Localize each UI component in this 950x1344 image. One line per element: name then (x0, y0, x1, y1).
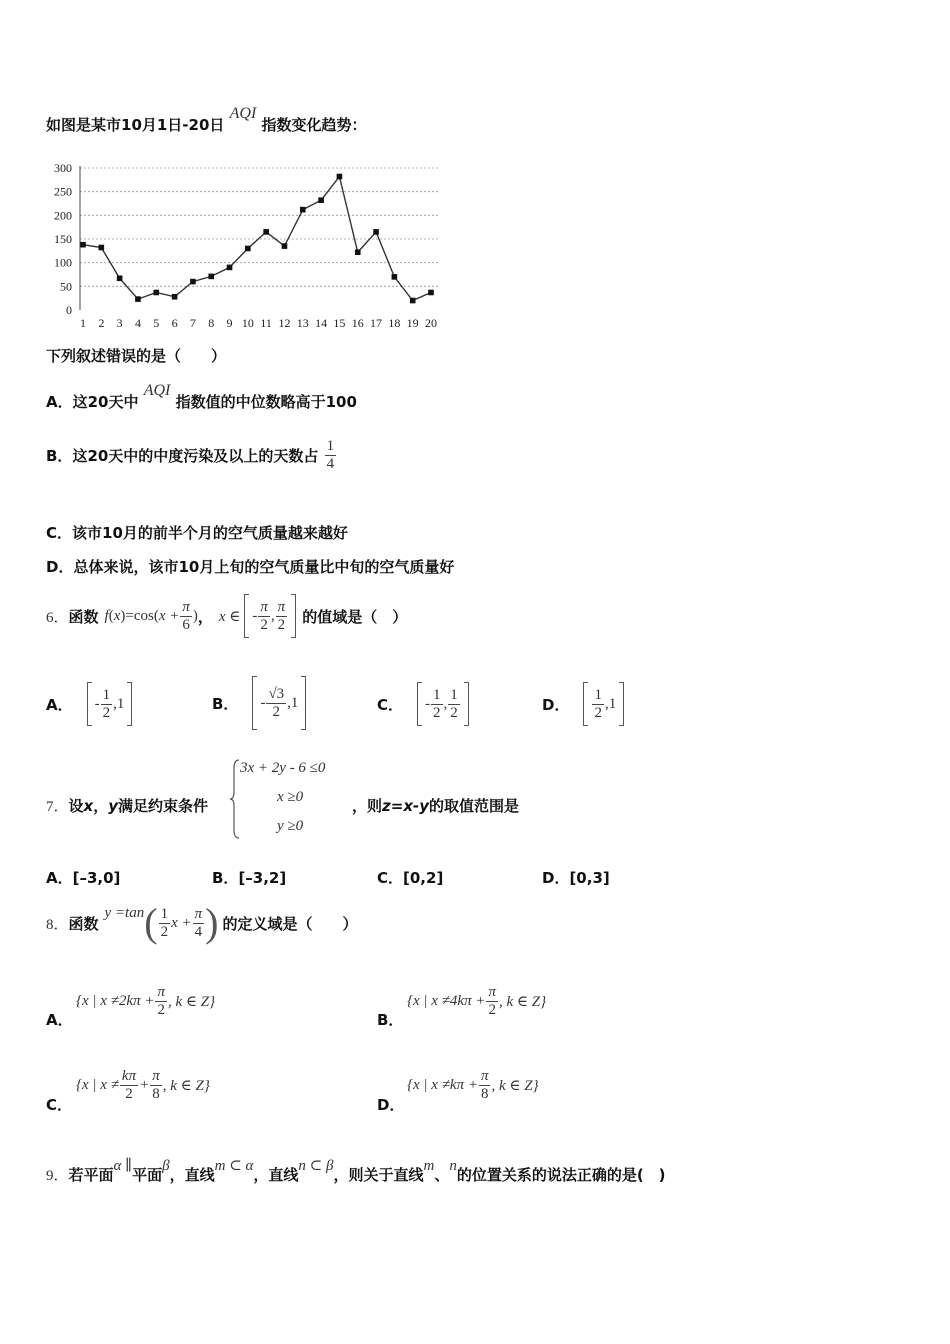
q9-stem (46, 1158, 666, 1185)
q6-c-label: C． (377, 695, 404, 714)
q7-b-label: B． (212, 869, 239, 887)
q7-lead: 设 (68, 797, 84, 815)
x-tick-label: 11 (260, 316, 272, 330)
q7-x: x (83, 797, 94, 815)
x-tick-label: 4 (134, 316, 141, 330)
q7-z: z=x-y (382, 797, 429, 815)
q8-c-den1: 2 (125, 1086, 133, 1102)
q5-b-numerator: 1 (326, 438, 335, 454)
q6-sep: , (270, 607, 275, 624)
q5-a-text-before: 这20天中 (72, 393, 139, 411)
y-tick-label: 200 (54, 208, 72, 223)
q6-dom-pi-1: π (260, 598, 268, 615)
q8-tail: 的定义域是（ ） (222, 914, 358, 933)
q5-stem: 下列叙述错误的是（ ） (46, 347, 227, 365)
q6-option-c: C． - $\frac{1}{2}$ , $\frac{1}{2}$ (377, 682, 469, 726)
q8-option-c-label: C． (46, 1096, 73, 1114)
q6-a-den: 2 (102, 704, 111, 721)
y-tick-label: 150 (54, 232, 72, 246)
q5-d-label: D． (46, 558, 74, 576)
q8-two: 2 (160, 923, 169, 940)
q6-b-label: B． (212, 694, 239, 713)
q6-c-den2: 2 (450, 704, 458, 721)
aqi-symbol: AQI (229, 105, 257, 122)
q9-plane: 平面 (132, 1166, 163, 1184)
x-tick-label: 8 (208, 316, 215, 330)
q6-b-den: 2 (272, 703, 281, 720)
q8-c-den2: 8 (152, 1086, 160, 1102)
q8-b-den: 2 (488, 1002, 496, 1018)
q5-option-a (46, 382, 357, 412)
q6-b-num: √3 (268, 685, 285, 702)
q5-a-aqi-symbol: AQI (143, 382, 171, 399)
q8-option-c (76, 1068, 210, 1103)
q7-constraint-3: y ≥0 (277, 818, 304, 834)
q6-x: x (113, 607, 121, 624)
q7-d-text: [0,3] (569, 869, 610, 887)
x-tick-label: 10 (241, 316, 254, 330)
q9-n-subset-beta: n ⊂ β (298, 1158, 334, 1174)
q8-lead: 函数 (68, 914, 99, 933)
y-tick-label: 100 (54, 255, 72, 270)
x-tick-label: 2 (98, 316, 105, 330)
q8-d-pre: {x | x ≠kπ + (407, 1077, 478, 1093)
aqi-series-line (83, 177, 431, 301)
q6-a-num: 1 (102, 686, 111, 703)
q8-stem: 8． 函数 y =tan ( $\frac{1}{2}$ x + $\frac{\pi}{4}$ ) 的定义域是（ ） (46, 900, 358, 945)
q9-m: m (423, 1158, 435, 1174)
aqi-data-point (99, 245, 105, 251)
q6-close: ) (192, 607, 198, 624)
q9-number: 9． (46, 1168, 69, 1184)
q6-tail: 的值域是（ ） (302, 607, 408, 626)
q7-constraint-2: x ≥0 (277, 789, 304, 805)
q9-c3: ，则关于直线 (333, 1166, 424, 1184)
q8-a-pre: {x | x ≠2kπ + (76, 993, 155, 1009)
q8-xplus: x + (171, 914, 192, 931)
q6-six: 6 (182, 616, 190, 633)
q7-number: 7． (46, 799, 69, 815)
q6-b-one: 1 (290, 694, 299, 711)
q7-option-c (377, 867, 443, 888)
aqi-data-point (153, 290, 159, 296)
q5-d-text: 总体来说，该市10月上旬的空气质量比中旬的空气质量好 (73, 558, 455, 576)
q9-beta: β (162, 1158, 170, 1174)
q9-tail: 的位置关系的说法正确的是( ) (456, 1166, 666, 1184)
aqi-data-point (80, 242, 86, 248)
q8-c-pre: {x | x ≠ (76, 1077, 119, 1093)
aqi-data-point (300, 207, 306, 213)
q6-option-d: D． $\frac{1}{2}$ , 1 (542, 682, 624, 726)
q7-then: ，则 (352, 797, 383, 815)
x-tick-label: 13 (296, 316, 309, 330)
q9-m-subset-alpha: m ⊂ α (214, 1158, 254, 1174)
q8-c-num2: π (152, 1068, 160, 1084)
q8-d-post: , k ∈ Z} (491, 1078, 539, 1094)
q7-y: y (108, 797, 119, 815)
q6-stem: 6． 函数 f(x)=cos(x + $\frac{\pi}{6}$ ) ， x ∈ - $\frac{\pi}{2}$ , $\frac{\pi}{2}$ 的值域是（ ） (46, 594, 407, 638)
aqi-data-point (337, 174, 343, 180)
q8-c-num1: kπ (121, 1068, 137, 1084)
y-tick-label: 250 (54, 184, 72, 199)
q6-xin: x ∈ (218, 608, 241, 625)
q8-d-num: π (480, 1068, 489, 1084)
aqi-data-point (410, 298, 416, 304)
q5-b-label: B． (46, 447, 73, 465)
q7-c-text: [0,2] (403, 869, 444, 887)
q7-mid: 满足约束条件 (118, 797, 209, 815)
q7-comma: ， (93, 797, 109, 815)
q8-a-num: π (157, 984, 165, 1000)
q5-a-label: A． (46, 393, 73, 411)
aqi-data-point (428, 290, 434, 296)
q7-a-text: [–3,0] (72, 869, 121, 887)
q5-option-d (46, 556, 454, 577)
x-tick-label: 6 (171, 316, 178, 330)
x-tick-label: 12 (278, 316, 291, 330)
q8-option-a-label: A． (46, 1011, 73, 1029)
q8-c-plus: + (139, 1077, 150, 1093)
q9-dun: 、 (434, 1166, 450, 1184)
q6-b-minus: - (260, 694, 266, 711)
q8-b-post: , k ∈ Z} (498, 994, 547, 1010)
x-tick-label: 7 (189, 316, 196, 330)
q8-number: 8． (46, 916, 69, 933)
q7-c-label: C． (377, 869, 404, 887)
aqi-data-point (227, 265, 233, 271)
aqi-data-point (392, 274, 398, 280)
x-tick-label: 3 (116, 316, 123, 330)
q8-d-den: 8 (480, 1086, 489, 1102)
y-tick-label: 50 (60, 279, 72, 294)
intro-line (46, 105, 367, 135)
q6-d-num: 1 (594, 686, 602, 703)
x-tick-label: 5 (153, 316, 160, 330)
q5-option-c (46, 522, 348, 543)
q6-d-den: 2 (594, 704, 602, 721)
q6-minus: - (252, 607, 258, 624)
aqi-data-point (373, 229, 379, 235)
q6-c-den1: 2 (433, 704, 441, 721)
aqi-data-point (190, 279, 196, 285)
q6-d-one: 1 (608, 695, 617, 712)
q8-option-b (407, 984, 546, 1019)
q6-c-num1: 1 (433, 686, 441, 703)
y-tick-label: 0 (66, 303, 72, 317)
x-tick-label: 17 (370, 316, 383, 330)
q6-a-minus: - (94, 695, 100, 712)
q7-option-a (46, 867, 120, 888)
q8-a-post: , k ∈ Z} (167, 994, 216, 1010)
q6-comma: ， (197, 607, 213, 626)
q7-a-label: A． (46, 869, 73, 887)
q6-pi-over-6 (180, 599, 192, 634)
q8-b-pre: {x | x ≠4kπ + (407, 993, 486, 1009)
aqi-data-point (263, 229, 269, 235)
aqi-data-point (135, 296, 141, 302)
q7-option-b (212, 867, 286, 888)
q9-c2: ，直线 (253, 1166, 299, 1184)
x-tick-label: 9 (226, 316, 233, 330)
q7-d-label: D． (542, 869, 570, 887)
q8-one: 1 (160, 905, 169, 922)
q8-option-d (407, 1068, 539, 1103)
q7-stem (46, 795, 208, 816)
q5-c-label: C． (46, 524, 73, 542)
q5-c-text: 该市10月的前半个月的空气质量越来越好 (72, 524, 348, 542)
q6-xplus: x + (158, 607, 180, 624)
q8-option-a (76, 984, 215, 1019)
q9-n: n (449, 1158, 457, 1174)
q5-a-text-after: 指数值的中位数略高于100 (175, 393, 357, 411)
q8-four: 4 (194, 923, 203, 940)
q5-b-text: 这20天中的中度污染及以上的天数占 (72, 447, 319, 465)
aqi-data-point (117, 275, 123, 281)
aqi-line-chart (40, 158, 445, 333)
x-tick-label: 20 (425, 316, 437, 330)
q6-a-label: A． (46, 695, 73, 714)
aqi-data-point (282, 243, 288, 249)
q7-option-d (542, 867, 610, 888)
q6-option-a: A． - $\frac{1}{2}$ , 1 (46, 682, 132, 726)
q6-domain-interval (244, 594, 296, 638)
q6-eq: =cos( (125, 607, 159, 624)
x-tick-label: 15 (333, 316, 346, 330)
aqi-data-point (208, 274, 214, 280)
x-tick-label: 16 (351, 316, 364, 330)
q7-constraint-1: 3x + 2y - 6 ≤0 (240, 760, 326, 776)
q8-option-d-label: D． (377, 1096, 405, 1114)
q7-b-text: [–3,2] (238, 869, 287, 887)
q6-dom-pi-2: π (277, 598, 286, 615)
q8-b-num: π (488, 984, 496, 1000)
q8-a-den: 2 (157, 1002, 165, 1018)
intro-text-after: 指数变化趋势： (261, 116, 367, 134)
q7-stem-tail (352, 795, 519, 816)
q8-pi: π (194, 905, 203, 922)
q6-d-label: D． (542, 695, 570, 714)
q6-lead: 函数 (68, 607, 99, 626)
q6-c-num2: 1 (450, 686, 458, 703)
x-tick-label: 18 (388, 316, 401, 330)
q8-option-b-label: B． (377, 1011, 404, 1029)
intro-text-before: 如图是某市10月1日-20日 (46, 116, 225, 134)
q5-option-b (46, 438, 337, 473)
q9-alpha-parallel: α ∥ (113, 1158, 133, 1174)
q8-c-post: , k ∈ Z} (162, 1078, 210, 1094)
aqi-data-point (172, 294, 178, 300)
q6-dom-two-1: 2 (260, 616, 268, 633)
x-tick-label: 19 (406, 316, 419, 330)
q6-dom-two-2: 2 (277, 616, 286, 633)
x-tick-label: 1 (80, 316, 86, 330)
q7-tail: 的取值范围是 (429, 797, 520, 815)
q9-c1: ，直线 (169, 1166, 215, 1184)
q6-a-one: 1 (116, 695, 125, 712)
q6-number: 6． (46, 609, 69, 626)
q6-pi: π (182, 598, 190, 615)
x-tick-label: 14 (315, 316, 328, 330)
q9-lead: 若平面 (68, 1166, 114, 1184)
q5-b-fraction (325, 438, 337, 473)
q6-f: f (104, 607, 109, 624)
aqi-data-point (355, 249, 361, 255)
q5-b-denominator: 4 (326, 456, 335, 472)
aqi-data-point (318, 197, 324, 203)
y-tick-label: 300 (54, 161, 72, 175)
aqi-data-point (245, 246, 251, 252)
q8-yeq: y =tan (104, 904, 145, 921)
q6-c-minus: - (425, 695, 431, 712)
q6-option-b: B． - $\frac{√3}{2}$ , 1 (212, 676, 306, 730)
